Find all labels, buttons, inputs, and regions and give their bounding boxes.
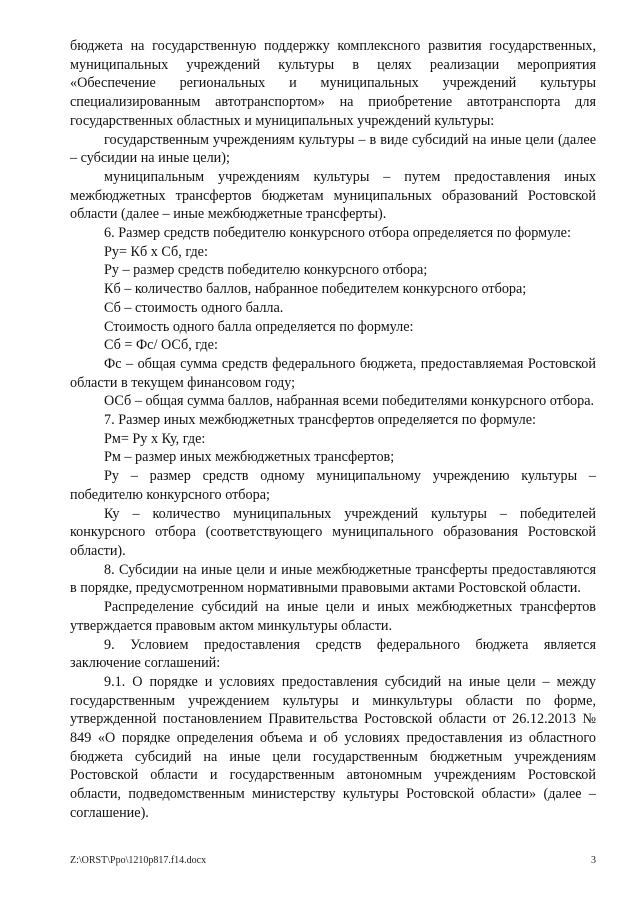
definition-rm: Рм – размер иных межбюджетных трансфертов; (104, 449, 395, 466)
paragraph-item-9: 9. Условием предоставления средств федерального бюджета является заключение соглашений: (70, 636, 596, 672)
formula-sb: Сб = Фс/ ОСб, где: (104, 337, 218, 354)
paragraph-item-8: 8. Субсидии на иные цели и иные межбюджетные трансферты предоставляются в порядке, предусмотренном нормативными правовыми актами Ростовской области. (70, 561, 596, 597)
page-number: 3 (591, 855, 596, 866)
formula-ru: Ру= Кб х Сб, где: (104, 243, 208, 260)
paragraph-item-6: 6. Размер средств победителю конкурсного отбора определяется по формуле: (104, 225, 571, 242)
paragraph-municipal-institutions: муниципальным учреждениям культуры – путем предоставления иных межбюджетных трансфертов бюджетам муниципальных образований Ростовской области (далее – иные межбюджетные трансферты). (70, 168, 596, 223)
definition-osb: ОСб – общая сумма баллов, набранная всеми победителями конкурсного отбора. (104, 393, 595, 410)
paragraph-ball-cost: Стоимость одного балла определяется по формуле: (104, 318, 414, 335)
paragraph-item-7: 7. Размер иных межбюджетных трансфертов определяется по формуле: (104, 412, 536, 429)
paragraph-intro: бюджета на государственную поддержку комплексного развития государственных, муниципальных учреждений культуры в целях реализации мероприятия «Обеспечение региональных и муниципальных учреждений культуры специализированным автотранспортом» на приобретение автотранспорта для государственных областных и муниципальных учреждений культуры: (70, 38, 596, 129)
paragraph-item-9-1: 9.1. О порядке и условиях предоставления субсидий на иные цели – между государственным учреждением культуры и минкультуры области по форме, утвержденной постановлением Правительства Ростовской области от 26.12.2013 № 849 «О порядке определения объема и об условиях предоставления из областного бюджета субсидий на иные цели государственным бюджетным учреждениям Ростовской области и государственным автономным учреждениям Ростовской области, подведомственным министерству культуры Ростовской области» (далее – соглашение). (70, 673, 596, 821)
definition-fs: Фс – общая сумма средств федерального бюджета, предоставляемая Ростовской области в текущем финансовом году; (70, 355, 596, 391)
definition-ru: Ру – размер средств победителю конкурсного отбора; (104, 262, 428, 279)
footer-file-path: Z:\ORST\Ppo\1210p817.f14.docx (70, 855, 207, 866)
paragraph-state-institutions: государственным учреждениям культуры – в виде субсидий на иные цели (далее – субсидии на иные цели); (70, 131, 596, 167)
paragraph-distribution: Распределение субсидий на иные цели и иных межбюджетных трансфертов утверждается правовым актом минкультуры области. (70, 599, 596, 634)
definition-ku: Ку – количество муниципальных учреждений культуры – победителей конкурсного отбора (соответствующего муниципального образования Ростовской области). (70, 505, 596, 559)
definition-kb: Кб – количество баллов, набранное победителем конкурсного отбора; (104, 281, 527, 298)
document-body (70, 37, 596, 823)
definition-ru-municipal: Ру – размер средств одному муниципальному учреждению культуры – победителю конкурсного отбора; (70, 468, 596, 503)
definition-sb: Сб – стоимость одного балла. (104, 299, 284, 316)
formula-rm: Рм= Ру х Ку, где: (104, 430, 206, 447)
